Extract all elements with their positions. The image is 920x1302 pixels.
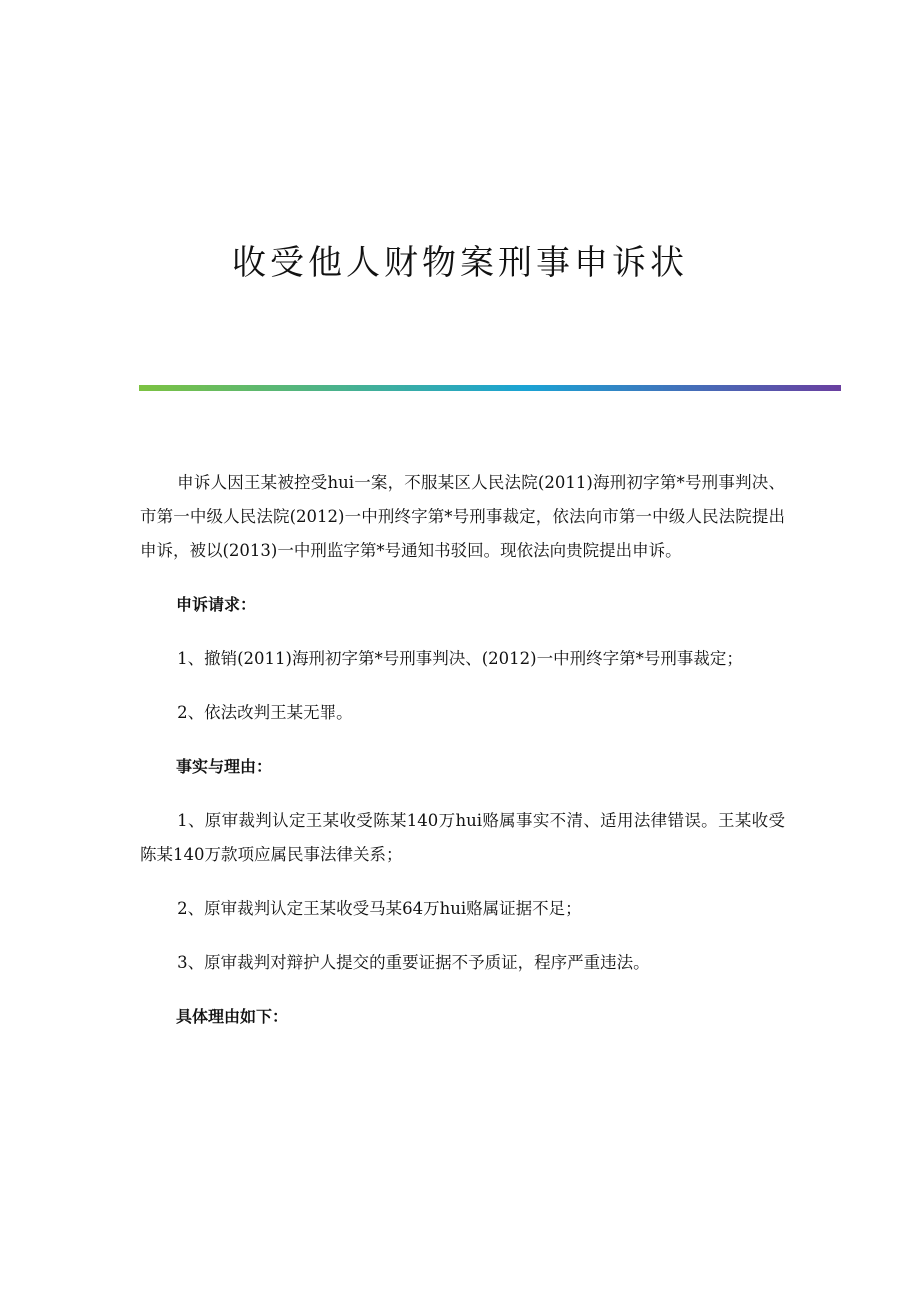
document-title: 收受他人财物案刑事申诉状: [232, 242, 688, 283]
facts-heading: 事实与理由：: [176, 757, 273, 776]
details-heading: 具体理由如下：: [176, 1007, 289, 1026]
intro-paragraph: 申诉人因王某被控受hui一案，不服某区人民法院(2011)海刑初字第*号刑事判决、市第一中级人民法院(2012)一中刑终字第*号刑事裁定，依法向市第一中级人民法院提出申诉，被以(2013)一中刑监字第*号通知书驳回。现依法向贵院提出申诉。: [140, 473, 785, 560]
document-body: [140, 466, 785, 1034]
fact-item-1: 1、原审裁判认定王某收受陈某140万hui赂属事实不清、适用法律错误。王某收受陈某140万款项应属民事法律关系；: [140, 811, 785, 864]
fact-item-3: 3、原审裁判对辩护人提交的重要证据不予质证，程序严重违法。: [177, 953, 650, 972]
fact-item-2: 2、原审裁判认定王某收受马某64万hui赂属证据不足；: [177, 899, 582, 918]
gradient-divider: [139, 385, 841, 391]
request-item-2: 2、依法改判王某无罪。: [177, 703, 353, 722]
requests-heading: 申诉请求：: [176, 595, 257, 614]
request-item-1: 1、撤销(2011)海刑初字第*号刑事判决、(2012)一中刑终字第*号刑事裁定；: [177, 649, 743, 668]
